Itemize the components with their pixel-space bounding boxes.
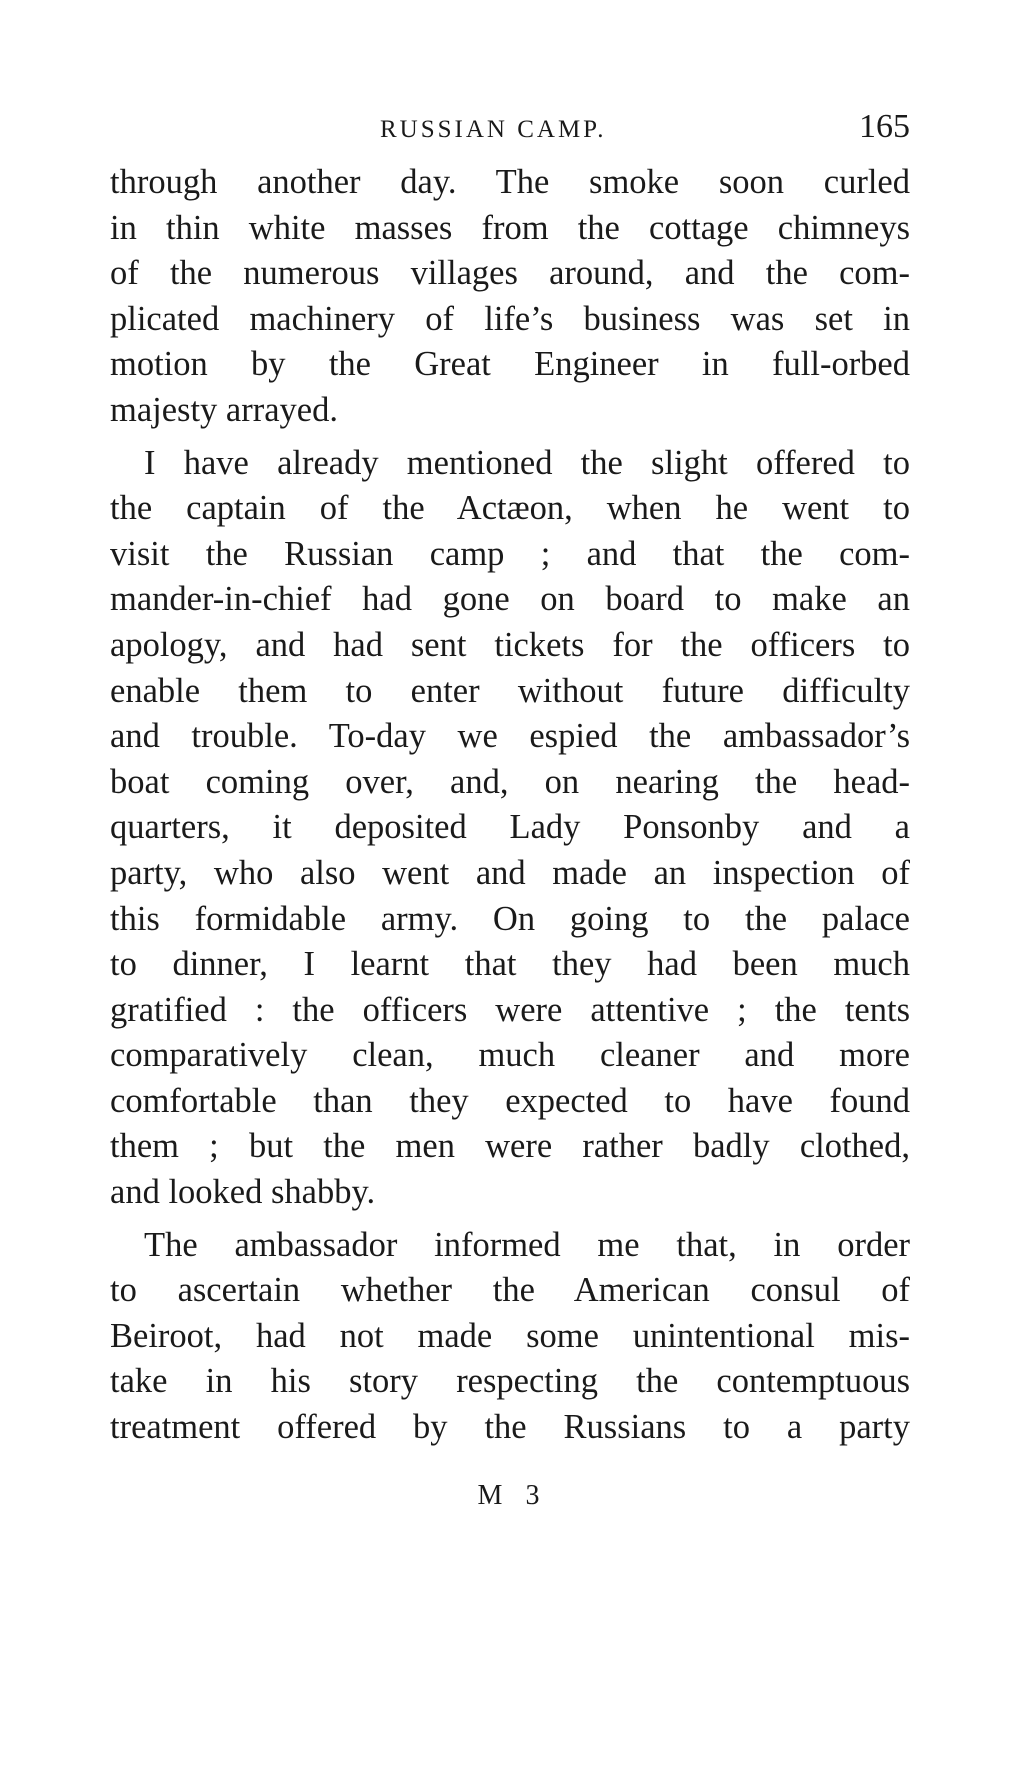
text-line: of the numerous villages around, and the com-	[110, 254, 910, 293]
text-line: comfortable than they expected to have found	[110, 1081, 910, 1120]
running-head	[110, 108, 910, 148]
text-line: Beiroot, had not made some unintentional mis-	[110, 1316, 910, 1355]
paragraph	[110, 1223, 910, 1451]
paragraph	[110, 160, 910, 434]
text-line: gratified : the officers were attentive ; the tents	[110, 990, 910, 1029]
text-line: them ; but the men were rather badly clothed,	[110, 1127, 910, 1166]
body-text	[110, 160, 910, 1458]
text-line: The ambassador informed me that, in order	[144, 1225, 910, 1264]
text-line: enable them to enter without future difficulty	[110, 671, 910, 710]
page-number: 165	[859, 108, 910, 145]
text-line: mander-in-chief had gone on board to make an	[110, 580, 910, 619]
text-line: to dinner, I learnt that they had been much	[110, 945, 910, 984]
text-line: majesty arrayed.	[110, 390, 338, 429]
text-line: and looked shabby.	[110, 1173, 376, 1212]
running-title: RUSSIAN CAMP.	[380, 116, 607, 143]
text-line: and trouble. To-day we espied the ambassador’s	[110, 717, 910, 756]
text-line: comparatively clean, much cleaner and more	[110, 1036, 910, 1075]
text-line: treatment offered by the Russians to a party	[110, 1408, 910, 1447]
text-line: apology, and had sent tickets for the officers to	[110, 625, 910, 664]
text-line: party, who also went and made an inspection of	[110, 853, 910, 892]
text-line: take in his story respecting the contemptuous	[110, 1362, 910, 1401]
text-line: the captain of the Actæon, when he went to	[110, 489, 910, 528]
text-line: motion by the Great Engineer in full-orbed	[110, 345, 910, 384]
text-line: visit the Russian camp ; and that the com-	[110, 534, 910, 573]
signature-mark: M 3	[477, 1480, 548, 1511]
text-line: boat coming over, and, on nearing the head-	[110, 762, 910, 801]
text-line: this formidable army. On going to the palace	[110, 899, 910, 938]
text-line: to ascertain whether the American consul of	[110, 1271, 910, 1310]
text-line: I have already mentioned the slight offered to	[144, 443, 910, 482]
text-line: through another day. The smoke soon curled	[110, 163, 910, 201]
paragraph	[110, 441, 910, 1216]
text-line: plicated machinery of life’s business was set in	[110, 299, 910, 338]
text-line: quarters, it deposited Lady Ponsonby and a	[110, 808, 910, 847]
text-line: in thin white masses from the cottage chimneys	[110, 208, 910, 247]
